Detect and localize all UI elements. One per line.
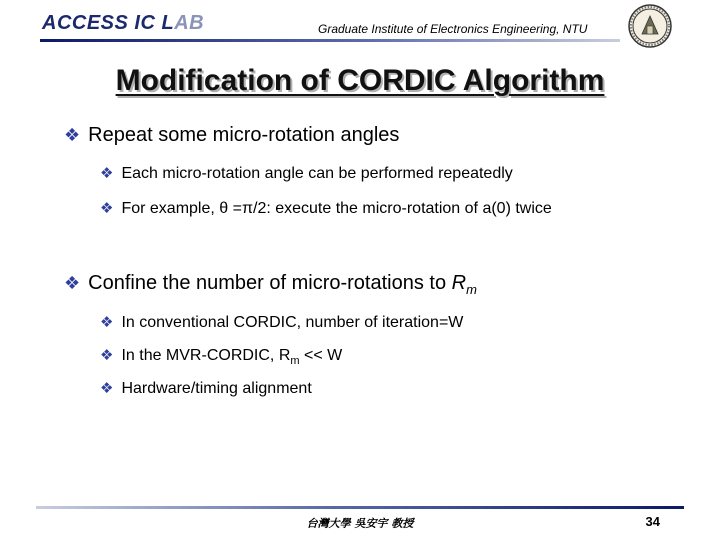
- bullet-diamond-icon: ❖: [100, 379, 114, 397]
- bullet-diamond-icon: ❖: [100, 346, 114, 364]
- subbullet-text: In conventional CORDIC, number of iteration=W: [121, 314, 464, 331]
- bullet-diamond-icon: ❖: [100, 164, 114, 182]
- lab-name-main: ACCESS IC L: [42, 12, 175, 34]
- subbullet-text: For example, θ =π/2: execute the micro-rotation of a(0) twice: [121, 200, 552, 217]
- subbullet-text: Hardware/timing alignment: [121, 380, 312, 397]
- subbullet-hardware: [100, 379, 312, 398]
- subbullet-mvr-cordic: [100, 346, 342, 367]
- subbullet-text-main: In the MVR-CORDIC, R: [121, 347, 291, 364]
- variable-r: R: [451, 272, 467, 294]
- lab-logo-text: [42, 12, 204, 35]
- bullet-diamond-icon: ❖: [100, 313, 114, 331]
- footer-author: 台灣大學 吳安宇 教授: [306, 517, 414, 530]
- subbullet-repeated: [100, 164, 513, 183]
- lab-name-faded: AB: [174, 12, 205, 34]
- bullet-text: [88, 272, 477, 297]
- bullet-text: Repeat some micro-rotation angles: [88, 124, 400, 146]
- bullet-diamond-icon: ❖: [64, 273, 81, 294]
- subscript-m: m: [466, 282, 477, 297]
- subbullet-text: Each micro-rotation angle can be performed repeatedly: [121, 165, 513, 182]
- bullet-diamond-icon: ❖: [64, 125, 81, 146]
- bullet-repeat-angles: [64, 124, 399, 147]
- bullet-confine-rotations: [64, 272, 477, 297]
- page-number: 34: [645, 514, 660, 529]
- bullet-diamond-icon: ❖: [100, 199, 114, 217]
- institute-name: Graduate Institute of Electronics Engineering, NTU: [318, 22, 588, 36]
- header-divider: [40, 39, 620, 42]
- bullet-text-main: Confine the number of micro-rotations to: [88, 272, 452, 294]
- subbullet-conventional: [100, 313, 463, 332]
- subbullet-example: [100, 199, 552, 218]
- university-seal-icon: [628, 4, 672, 48]
- footer-divider: [36, 506, 684, 509]
- subbullet-text-tail: << W: [299, 347, 343, 364]
- subscript-m: m: [290, 355, 300, 368]
- slide-title: Modification of CORDIC Algorithm: [115, 64, 605, 97]
- subbullet-text: [121, 347, 342, 367]
